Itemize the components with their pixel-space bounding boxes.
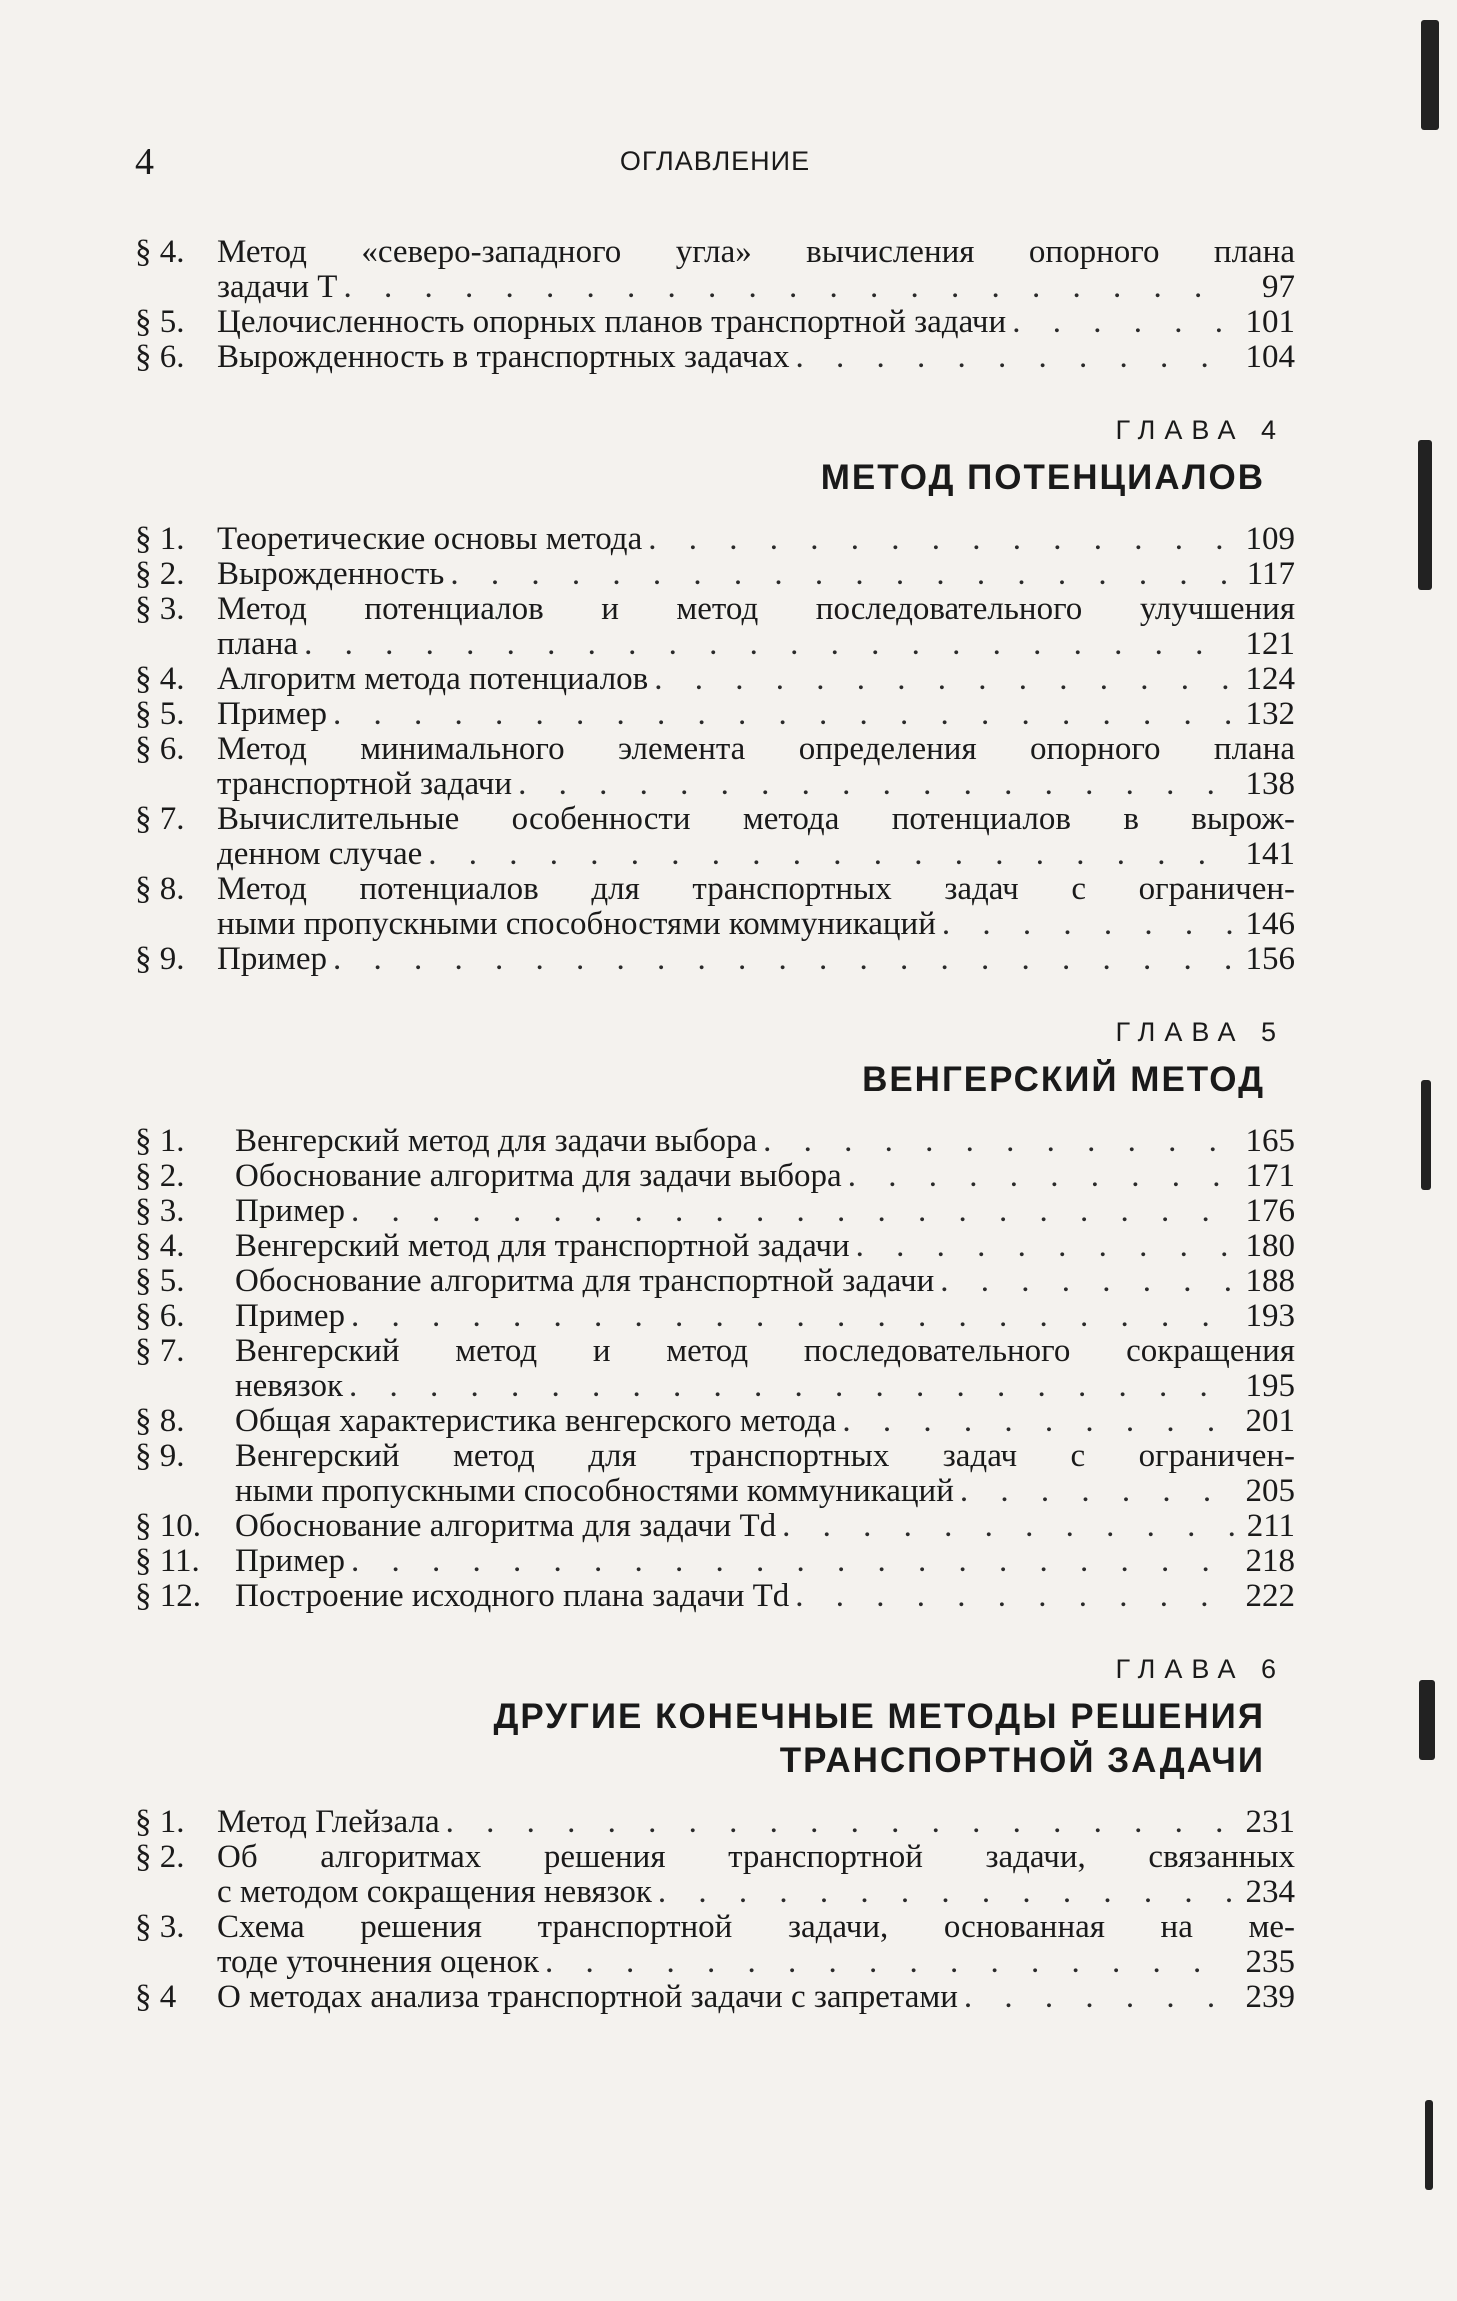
toc-entry[interactable] [135, 1544, 1295, 1579]
chapter-section [135, 415, 1295, 977]
dot-leader [763, 1124, 1235, 1159]
section-number: § 6. [135, 1298, 185, 1334]
section-number: § 2. [135, 1839, 185, 1875]
dot-leader [842, 1404, 1235, 1439]
section-number: § 1. [135, 1804, 185, 1840]
toc-entry-line [135, 697, 1295, 732]
page-ref: 121 [1245, 626, 1295, 662]
toc-entry-line [135, 1264, 1295, 1299]
entry-title: Алгоритм метода потенциалов [217, 661, 649, 697]
toc-entry-line [135, 522, 1295, 557]
chapter-title-line: МЕТОД ПОТЕНЦИАЛОВ [820, 458, 1265, 497]
entry-title: Обоснование алгоритма для задачи Td [235, 1508, 777, 1544]
toc-entry[interactable] [135, 340, 1295, 375]
section-number: § 4 [135, 1979, 177, 2015]
dot-leader [848, 1159, 1235, 1194]
running-title: ОГЛАВЛЕНИЕ [619, 146, 811, 176]
section-number: § 11. [135, 1543, 200, 1579]
toc-entry[interactable] [135, 1840, 1295, 1910]
entry-title: Вырожденность в транспортных задачах [217, 339, 790, 375]
section-number: § 1. [135, 1123, 185, 1159]
section-number: § 12. [135, 1578, 201, 1614]
page-ref: 180 [1245, 1228, 1295, 1264]
dot-leader [518, 767, 1235, 802]
toc-entry-line [135, 1124, 1295, 1159]
entry-title: Целочисленность опорных планов транспортной задачи [217, 304, 1007, 340]
intro-section [135, 235, 1295, 375]
section-number: § 6. [135, 339, 185, 375]
dot-leader [658, 1875, 1235, 1910]
page-ref: 146 [1245, 906, 1295, 942]
dot-leader [304, 627, 1235, 662]
dot-leader [349, 1369, 1235, 1404]
page-ref: 234 [1245, 1874, 1295, 1910]
toc-entry[interactable] [135, 732, 1295, 802]
toc-entry[interactable] [135, 522, 1295, 557]
chapters [135, 415, 1295, 2015]
toc-entry[interactable] [135, 1980, 1295, 2015]
page-ref: 201 [1245, 1403, 1295, 1439]
chapter-title [135, 1695, 1295, 1783]
section-number: § 5. [135, 1263, 185, 1299]
toc-entry[interactable] [135, 592, 1295, 662]
page-ref: 193 [1245, 1298, 1295, 1334]
entry-title: О методах анализа транспортной задачи с запретами [217, 1979, 958, 2015]
entry-title: Обоснование алгоритма для задачи выбора [235, 1158, 842, 1194]
section-number: § 5. [135, 304, 185, 340]
toc-entry-line [135, 942, 1295, 977]
section-number: § 6. [135, 731, 185, 767]
page-ref: 211 [1246, 1508, 1295, 1544]
toc-entry-line-1 [135, 1840, 1295, 1875]
dot-leader [351, 1544, 1235, 1579]
chapter-label: ГЛАВА 6 [1115, 1654, 1285, 1684]
toc-entry[interactable] [135, 802, 1295, 872]
page-ref: 176 [1245, 1193, 1295, 1229]
toc-entry-line-2 [135, 1369, 1295, 1404]
dot-leader [940, 1264, 1235, 1299]
toc-entry-line-2 [135, 767, 1295, 802]
entry-title: Построение исходного плана задачи Td [235, 1578, 790, 1614]
toc-entry-line-1 [135, 592, 1295, 627]
entry-title-line-1: Венгерский метод для транспортных задач с ограничен- [235, 1438, 1295, 1474]
chapter-section [135, 1017, 1295, 1614]
entry-title: Обоснование алгоритма для транспортной задачи [235, 1263, 935, 1299]
section-number: § 4. [135, 661, 185, 697]
section-number: § 8. [135, 871, 185, 907]
section-number: § 10. [135, 1508, 201, 1544]
toc-entry[interactable] [135, 1229, 1295, 1264]
toc-entry-line [135, 1194, 1295, 1229]
section-number: § 2. [135, 556, 185, 592]
scan-edge-shadow [1397, 0, 1457, 2301]
chapter-label: ГЛАВА 5 [1115, 1017, 1285, 1047]
dot-leader [428, 837, 1235, 872]
toc-entry[interactable] [135, 1404, 1295, 1439]
toc-content [135, 235, 1295, 2015]
chapter-title-line: ВЕНГЕРСКИЙ МЕТОД [862, 1060, 1265, 1099]
toc-entry[interactable] [135, 1334, 1295, 1404]
entry-title-line-2: тоде уточнения оценок [217, 1944, 540, 1980]
page-ref: 231 [1245, 1804, 1295, 1840]
dot-leader [351, 1194, 1235, 1229]
entry-title-line-2: с методом сокращения невязок [217, 1874, 652, 1910]
dot-leader [450, 557, 1235, 592]
entry-title-line-2: денном случае [217, 836, 423, 872]
section-number: § 4. [135, 1228, 185, 1264]
page-ref: 239 [1245, 1979, 1295, 2015]
toc-entry-line [135, 1229, 1295, 1264]
dot-leader [960, 1474, 1235, 1509]
entry-title-line-2: ными пропускными способностями коммуникаций [217, 906, 936, 942]
entry-title: Пример [217, 696, 328, 732]
toc-entry-line-2 [135, 627, 1295, 662]
page-header [135, 140, 1295, 190]
chapter-title [135, 456, 1295, 500]
toc-entry[interactable] [135, 1910, 1295, 1980]
page-ref: 218 [1245, 1543, 1295, 1579]
page-ref: 109 [1245, 521, 1295, 557]
dot-leader [942, 907, 1235, 942]
toc-entry-line [135, 1404, 1295, 1439]
dot-leader [796, 340, 1236, 375]
toc-entry[interactable] [135, 1805, 1295, 1840]
entry-title: Венгерский метод для транспортной задачи [235, 1228, 850, 1264]
toc-entry[interactable] [135, 662, 1295, 697]
entry-title-line-1: Метод минимального элемента определения опорного плана [217, 731, 1295, 767]
entry-title-line-1: Схема решения транспортной задачи, основанная на ме- [217, 1909, 1295, 1945]
toc-entry-line [135, 1509, 1295, 1544]
toc-entry[interactable] [135, 872, 1295, 942]
page-ref: 222 [1245, 1578, 1295, 1614]
toc-entry-line [135, 662, 1295, 697]
toc-entry-line [135, 1299, 1295, 1334]
dot-leader [446, 1805, 1235, 1840]
page-ref: 195 [1245, 1368, 1295, 1404]
toc-entry-line [135, 1579, 1295, 1614]
dot-leader [333, 697, 1235, 732]
section-number: § 3. [135, 1193, 185, 1229]
dot-leader [343, 270, 1235, 305]
toc-entry-line-2 [135, 837, 1295, 872]
entry-title-line-2: транспортной задачи [217, 766, 513, 802]
chapter-title [135, 1058, 1295, 1102]
page-ref: 97 [1262, 269, 1295, 305]
toc-entry-line-1 [135, 235, 1295, 270]
toc-entry[interactable] [135, 235, 1295, 305]
dot-leader [856, 1229, 1235, 1264]
toc-entry[interactable] [135, 1579, 1295, 1614]
page-ref: 141 [1245, 836, 1295, 872]
entry-title-line-1: Об алгоритмах решения транспортной задачи, связанных [217, 1839, 1295, 1875]
section-number: § 9. [135, 1438, 185, 1474]
toc-entry-line [135, 1805, 1295, 1840]
toc-entry-line [135, 305, 1295, 340]
section-number: § 7. [135, 801, 185, 837]
toc-entry-line-2 [135, 1474, 1295, 1509]
page-ref: 132 [1245, 696, 1295, 732]
toc-entry-line [135, 1159, 1295, 1194]
entry-title: Общая характеристика венгерского метода [235, 1403, 837, 1439]
section-number: § 3. [135, 1909, 185, 1945]
toc-entry[interactable] [135, 942, 1295, 977]
entry-title: Венгерский метод для задачи выбора [235, 1123, 758, 1159]
page-ref: 188 [1245, 1263, 1295, 1299]
page-ref: 101 [1245, 304, 1295, 340]
toc-entry-line [135, 340, 1295, 375]
section-number: § 5. [135, 696, 185, 732]
toc-entry-line [135, 557, 1295, 592]
toc-entry[interactable] [135, 1264, 1295, 1299]
entry-title-line-2: задачи T [217, 269, 338, 305]
toc-entry-line-1 [135, 802, 1295, 837]
toc-entry[interactable] [135, 1124, 1295, 1159]
section-number: § 9. [135, 941, 185, 977]
section-number: § 8. [135, 1403, 185, 1439]
page-ref: 104 [1245, 339, 1295, 375]
toc-entry-line [135, 1544, 1295, 1579]
chapter-label: ГЛАВА 4 [1115, 415, 1285, 445]
toc-entry-line-2 [135, 907, 1295, 942]
section-number: § 7. [135, 1333, 185, 1369]
dot-leader [1012, 305, 1235, 340]
section-number: § 3. [135, 591, 185, 627]
page-ref: 165 [1245, 1123, 1295, 1159]
page-number: 4 [135, 141, 154, 183]
entry-title: Вырожденность [217, 556, 445, 592]
toc-entry-line-2 [135, 1875, 1295, 1910]
dot-leader [545, 1945, 1235, 1980]
toc-entry[interactable] [135, 1439, 1295, 1509]
entry-title-line-1: Метод потенциалов и метод последовательного улучшения [217, 591, 1295, 627]
section-number: § 4. [135, 234, 185, 270]
toc-entry-line-2 [135, 270, 1295, 305]
entry-title-line-1: Метод потенциалов для транспортных задач с ограничен- [217, 871, 1295, 907]
chapter-section [135, 1654, 1295, 2015]
toc-entry-line-1 [135, 732, 1295, 767]
section-number: § 1. [135, 521, 185, 557]
entry-title: Метод Глейзала [217, 1804, 440, 1840]
toc-entry[interactable] [135, 1299, 1295, 1334]
toc-entry-line-2 [135, 1945, 1295, 1980]
toc-entry[interactable] [135, 1194, 1295, 1229]
page-ref: 171 [1245, 1158, 1295, 1194]
dot-leader [964, 1980, 1235, 2015]
section-number: § 2. [135, 1158, 185, 1194]
toc-entry[interactable] [135, 305, 1295, 340]
dot-leader [351, 1299, 1235, 1334]
toc-entry-line-1 [135, 1334, 1295, 1369]
entry-title-line-1: Вычислительные особенности метода потенциалов в вырож- [217, 801, 1295, 837]
toc-entry[interactable] [135, 1159, 1295, 1194]
entry-title: Теоретические основы метода [217, 521, 643, 557]
entry-title-line-1: Метод «северо-западного угла» вычисления опорного плана [217, 234, 1295, 270]
page-ref: 138 [1245, 766, 1295, 802]
page-ref: 205 [1245, 1473, 1295, 1509]
page-ref: 235 [1245, 1944, 1295, 1980]
dot-leader [654, 662, 1235, 697]
toc-entry-line-1 [135, 1910, 1295, 1945]
entry-title: Пример [235, 1193, 346, 1229]
toc-entry-line-1 [135, 1439, 1295, 1474]
toc-entry-line [135, 1980, 1295, 2015]
page-ref: 117 [1246, 556, 1295, 592]
toc-entry[interactable] [135, 697, 1295, 732]
entry-title: Пример [235, 1298, 346, 1334]
toc-entry[interactable] [135, 1509, 1295, 1544]
toc-entry-line-1 [135, 872, 1295, 907]
dot-leader [333, 942, 1235, 977]
dot-leader [795, 1579, 1235, 1614]
page-ref: 124 [1245, 661, 1295, 697]
entry-title-line-2: ными пропускными способностями коммуникаций [235, 1473, 954, 1509]
entry-title: Пример [217, 941, 328, 977]
toc-entry[interactable] [135, 557, 1295, 592]
chapter-title-line: ДРУГИЕ КОНЕЧНЫЕ МЕТОДЫ РЕШЕНИЯ [493, 1697, 1265, 1736]
entry-title-line-2: невязок [235, 1368, 344, 1404]
entry-title-line-2: плана [217, 626, 299, 662]
dot-leader [782, 1509, 1235, 1544]
page-ref: 156 [1245, 941, 1295, 977]
chapter-title-line: ТРАНСПОРТНОЙ ЗАДАЧИ [779, 1741, 1265, 1780]
entry-title-line-1: Венгерский метод и метод последовательного сокращения [235, 1333, 1295, 1369]
entry-title: Пример [235, 1543, 346, 1579]
dot-leader [648, 522, 1235, 557]
